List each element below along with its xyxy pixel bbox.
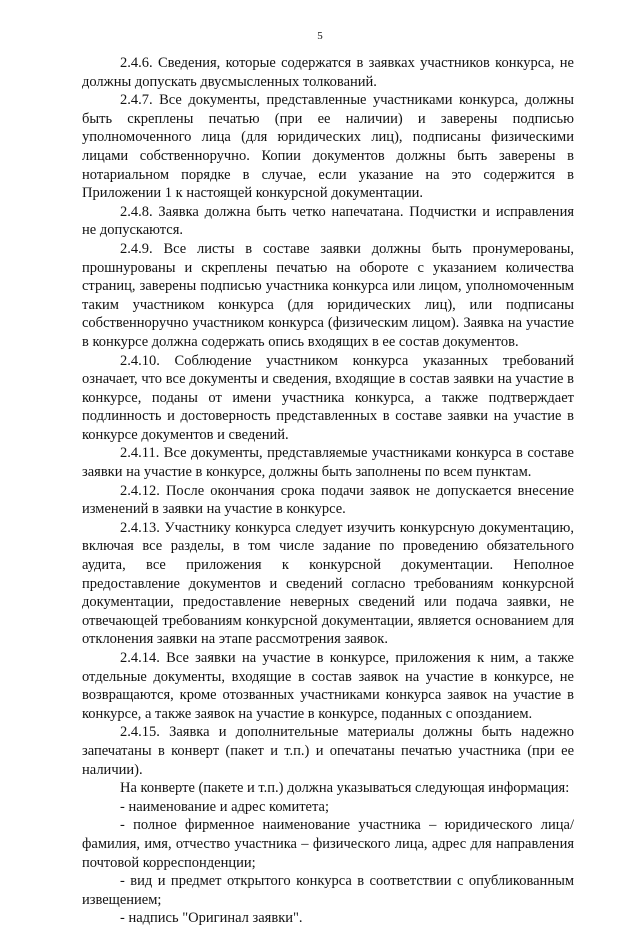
paragraph-2-4-15: 2.4.15. Заявка и дополнительные материалы должны быть надежно запечатаны в конверт (пакет и т.п.) и опечатаны печатью участника (при ее наличии). — [82, 724, 574, 778]
list-item-original-label: - надпись "Оригинал заявки". — [120, 910, 303, 927]
paragraph-2-4-6: 2.4.6. Сведения, которые содержатся в заявках участников конкурса, не должны допускать двусмысленных толкований. — [82, 55, 574, 90]
paragraph-2-4-13: 2.4.13. Участнику конкурса следует изучить конкурсную документацию, включая все разделы, в том числе задание по проведению обязательного аудита, все приложения к конкурсной документации. Неполное предоставление документов и сведений согласно требованиям конкурсной документации, предоставление неверных сведений или подача заявки, не отвечающей требованиям конкурсной документации, является основанием для отклонения заявки на этапе рассмотрения заявок. — [82, 519, 574, 648]
paragraph-2-4-11: 2.4.11. Все документы, представляемые участниками конкурса в составе заявки на участие в конкурсе, должны быть заполнены по всем пунктам. — [82, 445, 574, 481]
paragraph-2-4-9: 2.4.9. Все листы в составе заявки должны быть пронумерованы, прошнурованы и скреплены печатью на обороте с указанием количества страниц, заверены подписью участника конкурса или лицом, уполномоченным таким участником конкурса (для юридических лиц), или подписаны собственноручно участником конкурса (физическим лицом). Заявка на участие в конкурсе должна содержать опись входящих в ее состав документов. — [82, 240, 574, 350]
paragraph-2-4-12: 2.4.12. После окончания срока подачи заявок не допускается внесение изменений в заявки на участие в конкурсе. — [82, 482, 574, 518]
document-body — [82, 54, 574, 928]
page-number: 5 — [317, 30, 323, 42]
paragraph-2-4-10: 2.4.10. Соблюдение участником конкурса указанных требований означает, что все документы и сведения, входящие в состав заявки на участие в конкурсе, поданы от имени участника конкурса, а также подтверждает подлинность и достоверность представленных в составе заявки на участие в конкурсе документов и сведений. — [82, 352, 574, 443]
envelope-info-intro: На конверте (пакете и т.п.) должна указываться следующая информация: — [120, 780, 570, 797]
paragraph-2-4-7: 2.4.7. Все документы, представленные участниками конкурса, должны быть скреплены печатью (при ее наличии) и заверены подписью уполномоченного лица (для юридических лиц), подписаны физическими лицами собственноручно. Копии документов должны быть заверены в нотариальном порядке в случае, если указание на это содержится в Приложении 1 к настоящей конкурсной документации. — [82, 92, 574, 202]
paragraph-2-4-14: 2.4.14. Все заявки на участие в конкурсе, приложения к ним, а также отдельные документы, входящие в состав заявок на участие в конкурсе, не возвращаются, кроме отозванных участниками конкурса заявок на участие в конкурсе, а также заявок на участие в конкурсе, поданных с опозданием. — [82, 650, 574, 722]
list-item-participant: - полное фирменное наименование участника – юридического лица/фамилия, имя, отчество участника – физического лица, адрес для направления почтовой корреспонденции; — [82, 817, 574, 871]
list-item-contest-type: - вид и предмет открытого конкурса в соответствии с опубликованным извещением; — [82, 873, 574, 908]
paragraph-2-4-8: 2.4.8. Заявка должна быть четко напечатана. Подчистки и исправления не допускаются. — [82, 203, 574, 239]
list-item-committee: - наименование и адрес комитета; — [120, 798, 329, 815]
